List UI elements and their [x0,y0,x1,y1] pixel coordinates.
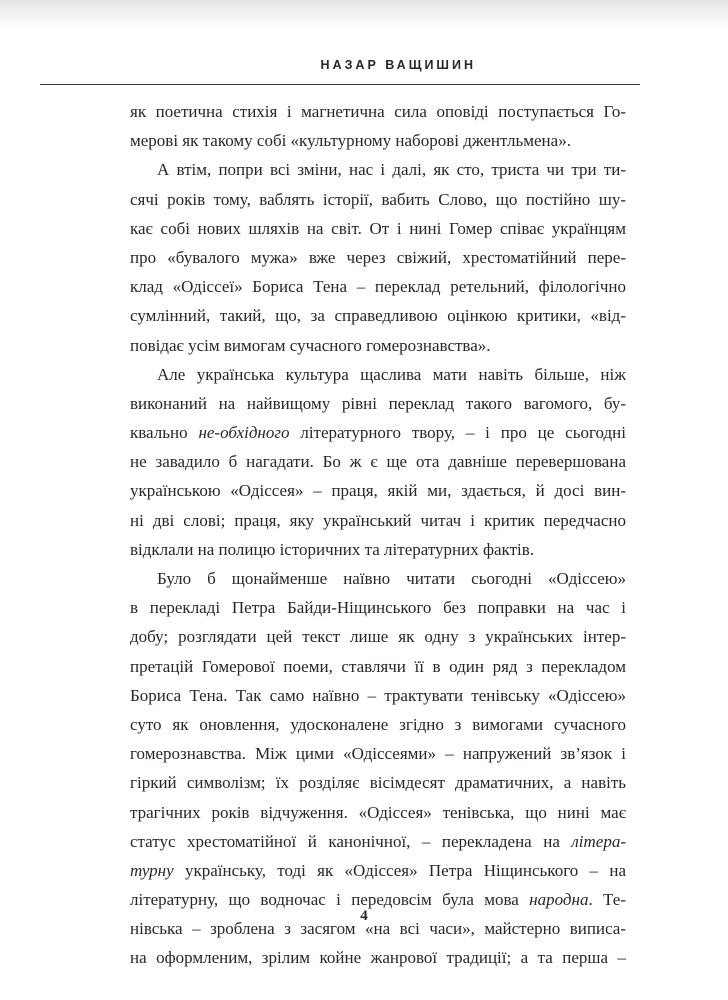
text-line: в перекладі Петра Байди-Ніщинського без поправки на час і [130,598,626,618]
text-line: статус хрестоматійної й канонічної, – перекладена на літера- [130,831,626,851]
text-line: квально не-обхідного літературного твору, – і про це сьогодні [130,423,626,443]
text-line: не завадило б нагадати. Бо ж є ще ота давніше перевершована [130,452,626,472]
text-line: гіркий символізм; їх розділяє вісімдесят драматичних, а навіть [130,773,626,793]
text-line: про «бувалого мужа» вже через свіжий, хрестоматійний пере- [130,247,626,267]
text-line: ні дві слові; праця, яку український читач і критик передчасно [130,510,626,530]
text-line: турну українську, тоді як «Одіссея» Петра Ніщинського – на [130,860,626,880]
text-line: Було б щонайменше наївно читати сьогодні «Одіссею» [157,569,626,588]
text-line: Але українська культура щаслива мати навіть більше, ніж [157,364,626,384]
text-line: виконаний на найвищому рівні переклад такого вагомого, бу- [130,393,626,413]
text-line: трагічних років відчуження. «Одіссея» тенівська, що нині має [130,802,626,822]
text-line: на оформленим, зрілим койне жанрової традиції; а та перша – [130,948,626,968]
page-number: 4 [360,908,368,924]
text-line: Бориса Тена. Так само наївно – трактувати тенівську «Одіссею» [130,685,626,705]
text-line: українською «Одіссея» – праця, якій ми, здається, й досі вин- [130,481,626,501]
text-line: мерові як такому собі «культурному наборові джентльмена». [130,131,571,151]
text-line: суто як оновлення, удосконалене згідно з вимогами сучасного [130,714,626,734]
body-text [130,97,626,973]
text-line: нівська – зроблена з засягом «на всі часи», майстерно виписа- [130,919,626,939]
text-line: А втім, попри всі зміни, нас і далі, як сто, триста чи три ти- [157,160,626,180]
text-line: клад «Одіссеї» Бориса Тена – переклад ретельний, філологічно [130,277,626,297]
header-rule [40,84,640,85]
text-line: сумлінний, такий, що, за справедливою оцінкою критики, «від- [130,306,626,326]
text-line: кає собі нових шляхів на світ. От і нині Гомер співає українцям [130,218,626,238]
running-head: НАЗАР ВАЩИШИН [320,58,476,72]
text-line: гомерознавства. Між цими «Одіссеями» – напружений зв’язок і [130,744,626,764]
text-line: добу; розглядати цей текст лише як одну з українських інтер- [130,627,626,647]
text-line: претацій Гомерової поеми, ставлячи її в один ряд з перекладом [130,656,626,676]
text-line: літературну, що водночас і передовсім була мова народна. Те- [130,890,626,910]
text-line: повідає усім вимогам сучасного гомерознавства». [130,335,491,355]
text-line: відклали на полицю історичних та літературних фактів. [130,539,535,559]
text-line: сячі років тому, ваблять історії, вабить Слово, що постійно шу- [130,189,626,209]
scan-shadow [0,0,728,30]
text-line: як поетична стихія і магнетична сила оповіді поступається Го- [130,102,626,121]
